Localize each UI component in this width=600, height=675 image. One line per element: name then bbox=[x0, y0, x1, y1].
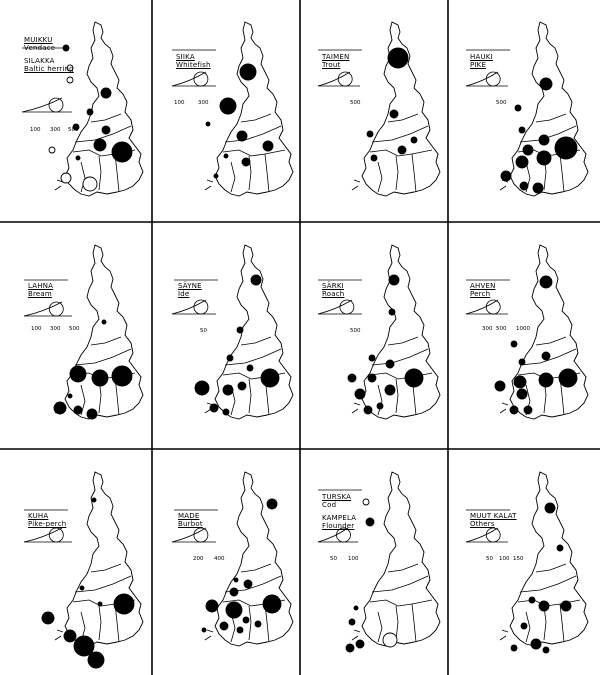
region-boundary bbox=[223, 150, 285, 156]
finland-map bbox=[500, 22, 588, 196]
finland-map bbox=[352, 472, 440, 646]
catch-symbol-filled bbox=[195, 381, 209, 395]
tick-label: 200 bbox=[193, 556, 204, 562]
country-outline bbox=[65, 245, 143, 419]
region-boundary bbox=[265, 154, 269, 192]
catch-symbol-filled bbox=[356, 640, 364, 648]
eastern-border bbox=[275, 335, 293, 395]
catch-symbol-filled bbox=[74, 636, 94, 656]
catch-symbol-filled bbox=[529, 597, 535, 603]
catch-symbol-filled bbox=[390, 110, 398, 118]
catch-symbol-filled bbox=[369, 355, 375, 361]
tick-label: 300 bbox=[198, 100, 209, 106]
tick-label: 100 bbox=[30, 127, 41, 133]
scale-reference-circle bbox=[486, 72, 500, 86]
catch-symbol-filled bbox=[542, 352, 550, 360]
catch-symbol-filled bbox=[112, 142, 132, 162]
catch-symbol-filled bbox=[92, 498, 96, 502]
country-outline bbox=[362, 245, 440, 419]
scale-curve bbox=[318, 72, 350, 86]
catch-symbol-filled bbox=[234, 578, 238, 582]
region-boundary bbox=[396, 156, 398, 190]
catch-symbol-filled bbox=[237, 627, 243, 633]
tick-label: 100 bbox=[499, 556, 510, 562]
catch-symbol-filled bbox=[214, 174, 218, 178]
catch-symbol-filled bbox=[521, 623, 527, 629]
catch-symbol-filled bbox=[348, 374, 356, 382]
label-sayne: SÄYNE Ide bbox=[178, 282, 202, 298]
eastern-border bbox=[570, 562, 588, 622]
region-boundary bbox=[91, 564, 121, 572]
catch-symbol-filled bbox=[240, 64, 256, 80]
label-muikku: MUIKKU Vendace SILAKKA Baltic herring bbox=[24, 36, 74, 73]
catch-symbol-filled bbox=[405, 369, 423, 387]
catch-symbol-filled bbox=[533, 183, 543, 193]
catch-symbol-filled bbox=[255, 621, 261, 627]
finland-map bbox=[205, 22, 293, 196]
label-muut: MUUT KALAT Others bbox=[470, 512, 517, 528]
label-made: MADE Burbot bbox=[178, 512, 203, 528]
scale-curve bbox=[466, 72, 498, 86]
region-boundary bbox=[378, 612, 382, 642]
catch-symbol-filled bbox=[220, 98, 236, 114]
tick-label: 500 bbox=[350, 100, 361, 106]
catch-symbol-filled bbox=[227, 355, 233, 361]
catch-symbol-filled bbox=[519, 359, 525, 365]
tick-label: 50 bbox=[200, 328, 207, 334]
tick-label: 100 bbox=[174, 100, 185, 106]
tick-label: 50 bbox=[330, 556, 337, 562]
catch-symbol-filled bbox=[545, 503, 555, 513]
scale-curve bbox=[24, 528, 62, 542]
region-boundary bbox=[412, 604, 416, 642]
catch-symbol-filled bbox=[98, 602, 102, 606]
region-boundary bbox=[55, 180, 63, 190]
region-boundary bbox=[388, 564, 418, 572]
catch-symbol-filled bbox=[92, 370, 108, 386]
scale-reference-circle bbox=[49, 302, 63, 316]
region-boundary bbox=[396, 606, 398, 640]
catch-symbol-filled bbox=[220, 622, 228, 630]
label-siika: SIIKA Whitefish bbox=[176, 53, 211, 69]
region-boundary bbox=[412, 154, 416, 192]
catch-symbol-filled bbox=[101, 88, 111, 98]
eastern-border bbox=[125, 112, 143, 172]
region-boundary bbox=[500, 630, 508, 640]
catch-symbol-filled bbox=[531, 639, 541, 649]
scale-curve bbox=[22, 98, 62, 112]
scale-reference-circle bbox=[486, 300, 500, 314]
eastern-border bbox=[125, 335, 143, 395]
catch-symbol-filled bbox=[367, 131, 373, 137]
catch-symbol-filled bbox=[511, 645, 517, 651]
region-boundary bbox=[378, 162, 382, 192]
catch-symbol-open bbox=[61, 173, 71, 183]
catch-symbol-filled bbox=[516, 156, 528, 168]
region-boundary bbox=[55, 630, 63, 640]
catch-symbol-filled bbox=[411, 137, 417, 143]
tick-label: 300 bbox=[50, 127, 61, 133]
catch-symbol-filled bbox=[388, 48, 408, 68]
catch-symbol-filled bbox=[206, 122, 210, 126]
catch-symbol-filled bbox=[515, 105, 521, 111]
catch-symbol-filled bbox=[112, 366, 132, 386]
catch-symbol-filled bbox=[517, 389, 527, 399]
catch-symbol-filled bbox=[385, 385, 395, 395]
catch-symbol-open bbox=[383, 633, 397, 647]
catch-symbol-filled bbox=[223, 385, 233, 395]
catch-symbol-open bbox=[363, 499, 369, 505]
label-hauki: HAUKI PIKE bbox=[470, 53, 493, 69]
scale-curve bbox=[466, 528, 498, 542]
catch-symbol-filled bbox=[263, 595, 281, 613]
tick-label: 500 bbox=[496, 326, 507, 332]
tick-label: 50 bbox=[486, 556, 493, 562]
catch-symbol-filled bbox=[386, 360, 394, 368]
scale-reference-circle bbox=[340, 300, 354, 314]
catch-symbol-filled bbox=[87, 109, 93, 115]
catch-symbol-filled bbox=[226, 602, 242, 618]
region-boundary bbox=[536, 114, 566, 122]
catch-symbol-filled bbox=[389, 275, 399, 285]
catch-symbol-filled bbox=[355, 389, 365, 399]
catch-symbol-filled bbox=[237, 131, 247, 141]
finland-map bbox=[500, 245, 588, 419]
catch-symbol-filled bbox=[94, 139, 106, 151]
catch-symbol-filled bbox=[368, 374, 376, 382]
label-lahna: LAHNA Bream bbox=[28, 282, 54, 298]
catch-symbol-filled bbox=[543, 647, 549, 653]
region-boundary bbox=[205, 630, 213, 640]
catch-symbol-filled bbox=[261, 369, 279, 387]
region-boundary bbox=[352, 180, 360, 190]
catch-symbol-filled bbox=[42, 612, 54, 624]
region-boundary bbox=[241, 114, 271, 122]
tick-label: 100 bbox=[348, 556, 359, 562]
label-sarki: SÄRKI Roach bbox=[322, 282, 345, 298]
region-boundary bbox=[205, 180, 213, 190]
catch-symbol-filled bbox=[202, 628, 206, 632]
catch-symbol-filled bbox=[346, 644, 354, 652]
scale-curve bbox=[172, 528, 206, 542]
tick-label: 500 bbox=[350, 328, 361, 334]
country-outline bbox=[215, 472, 293, 646]
scale-curve bbox=[318, 300, 352, 314]
scale-reference-circle bbox=[194, 72, 208, 86]
catch-symbol-filled bbox=[377, 403, 383, 409]
catch-symbol-filled bbox=[514, 376, 526, 388]
catch-symbol-filled bbox=[511, 341, 517, 347]
region-boundary bbox=[396, 379, 398, 413]
region-boundary bbox=[99, 606, 101, 640]
label-taimen: TAIMEN Trout bbox=[322, 53, 350, 69]
catch-symbol-filled bbox=[539, 373, 553, 387]
scale-reference-circle bbox=[338, 72, 352, 86]
catch-symbol-filled bbox=[102, 126, 110, 134]
catch-symbol-filled bbox=[76, 156, 80, 160]
catch-symbol-filled bbox=[54, 402, 66, 414]
region-boundary bbox=[378, 385, 382, 415]
eastern-border bbox=[275, 112, 293, 172]
catch-symbol-filled bbox=[74, 406, 82, 414]
catch-symbol-filled bbox=[87, 409, 97, 419]
catch-symbol-filled bbox=[520, 182, 528, 190]
finland-map bbox=[55, 472, 143, 646]
catch-symbol-filled bbox=[224, 154, 228, 158]
catch-symbol-filled bbox=[523, 145, 533, 155]
region-boundary bbox=[249, 379, 251, 413]
catch-symbol-filled bbox=[349, 619, 355, 625]
catch-symbol-filled bbox=[539, 601, 549, 611]
catch-symbol-filled bbox=[247, 365, 253, 371]
scale-curve bbox=[172, 72, 206, 86]
catch-symbol-filled bbox=[389, 309, 395, 315]
label-kuha: KUHA Pike-perch bbox=[28, 512, 67, 528]
finland-map bbox=[55, 245, 143, 419]
catch-symbol-filled bbox=[244, 580, 252, 588]
catch-symbol-filled bbox=[80, 586, 84, 590]
catch-symbol-filled bbox=[524, 406, 532, 414]
catch-symbol-filled bbox=[68, 394, 72, 398]
region-boundary bbox=[560, 154, 564, 192]
catch-symbol-filled bbox=[242, 158, 250, 166]
finland-map bbox=[205, 245, 293, 419]
scale-reference-circle bbox=[49, 98, 63, 112]
catch-symbol-filled bbox=[267, 499, 277, 509]
catch-symbol-filled bbox=[557, 545, 563, 551]
catch-symbol-filled bbox=[354, 606, 358, 610]
region-boundary bbox=[352, 403, 360, 413]
catch-symbol-filled bbox=[114, 594, 134, 614]
eastern-border bbox=[422, 112, 440, 172]
region-boundary bbox=[241, 337, 271, 345]
catch-symbol-filled bbox=[537, 151, 551, 165]
scale-curve bbox=[24, 302, 62, 316]
region-boundary bbox=[241, 564, 271, 572]
tick-label: 500 bbox=[69, 326, 80, 332]
catch-symbol-filled bbox=[510, 406, 518, 414]
region-boundary bbox=[352, 630, 360, 640]
region-boundary bbox=[370, 600, 432, 606]
tick-label: 150 bbox=[513, 556, 524, 562]
label-turska: TURSKA Cod KAMPELA Flounder bbox=[322, 493, 357, 530]
catch-symbol-filled bbox=[561, 601, 571, 611]
catch-symbol-filled bbox=[70, 366, 86, 382]
region-boundary bbox=[500, 403, 508, 413]
region-boundary bbox=[500, 180, 508, 190]
catch-symbol-filled bbox=[251, 275, 261, 285]
catch-symbol-filled bbox=[210, 404, 218, 412]
catch-symbol-filled bbox=[243, 617, 249, 623]
catch-symbol-filled bbox=[559, 369, 577, 387]
region-boundary bbox=[536, 337, 566, 345]
tick-label: 500 bbox=[496, 100, 507, 106]
catch-symbol-filled bbox=[88, 652, 104, 668]
catch-symbol-filled bbox=[501, 171, 511, 181]
catch-symbol-filled bbox=[64, 630, 76, 642]
region-boundary bbox=[536, 564, 566, 572]
catch-symbol-filled bbox=[237, 327, 243, 333]
region-boundary bbox=[91, 114, 121, 122]
catch-symbol-filled bbox=[206, 600, 218, 612]
catch-symbol-filled bbox=[364, 406, 372, 414]
region-boundary bbox=[99, 156, 101, 190]
catch-symbol-open bbox=[67, 77, 73, 83]
scale-reference-circle bbox=[337, 528, 351, 542]
scale-reference-circle bbox=[194, 528, 208, 542]
scale-reference-circle bbox=[49, 528, 63, 542]
tick-label: 1000 bbox=[516, 326, 530, 332]
tick-label: 500 bbox=[68, 127, 79, 133]
scale-curve bbox=[466, 300, 498, 314]
scale-reference-circle bbox=[486, 528, 500, 542]
catch-symbol-filled bbox=[366, 518, 374, 526]
eastern-border bbox=[422, 562, 440, 622]
scale-reference-circle bbox=[194, 300, 208, 314]
catch-symbol-filled bbox=[230, 588, 238, 596]
catch-symbol-filled bbox=[540, 78, 552, 90]
catch-symbol-filled bbox=[519, 127, 525, 133]
country-outline bbox=[362, 472, 440, 646]
tick-label: 100 bbox=[31, 326, 42, 332]
catch-symbol-filled bbox=[555, 137, 577, 159]
region-boundary bbox=[249, 606, 251, 640]
catch-symbol-filled bbox=[495, 381, 505, 391]
country-outline bbox=[65, 472, 143, 646]
catch-symbol-filled bbox=[371, 155, 377, 161]
tick-label: 300 bbox=[482, 326, 493, 332]
catch-symbol-filled bbox=[223, 409, 229, 415]
scale-curve bbox=[318, 528, 348, 542]
label-ahven: AHVEN Perch bbox=[470, 282, 496, 298]
catch-symbol-filled bbox=[539, 135, 549, 145]
eastern-border bbox=[422, 335, 440, 395]
country-outline bbox=[510, 22, 588, 196]
catch-symbol-open bbox=[83, 177, 97, 191]
tick-label: 400 bbox=[214, 556, 225, 562]
catch-symbol-filled bbox=[263, 141, 273, 151]
region-boundary bbox=[231, 162, 235, 192]
tick-label: 300 bbox=[50, 326, 61, 332]
country-outline bbox=[65, 22, 143, 196]
scale-curve bbox=[172, 300, 206, 314]
region-boundary bbox=[388, 337, 418, 345]
catch-symbol-filled bbox=[540, 276, 552, 288]
catch-symbol-open bbox=[49, 147, 55, 153]
region-boundary bbox=[91, 337, 121, 345]
catch-symbol-filled bbox=[102, 320, 106, 324]
catch-symbol-filled bbox=[238, 382, 246, 390]
catch-symbol-filled bbox=[398, 146, 406, 154]
eastern-border bbox=[275, 562, 293, 622]
